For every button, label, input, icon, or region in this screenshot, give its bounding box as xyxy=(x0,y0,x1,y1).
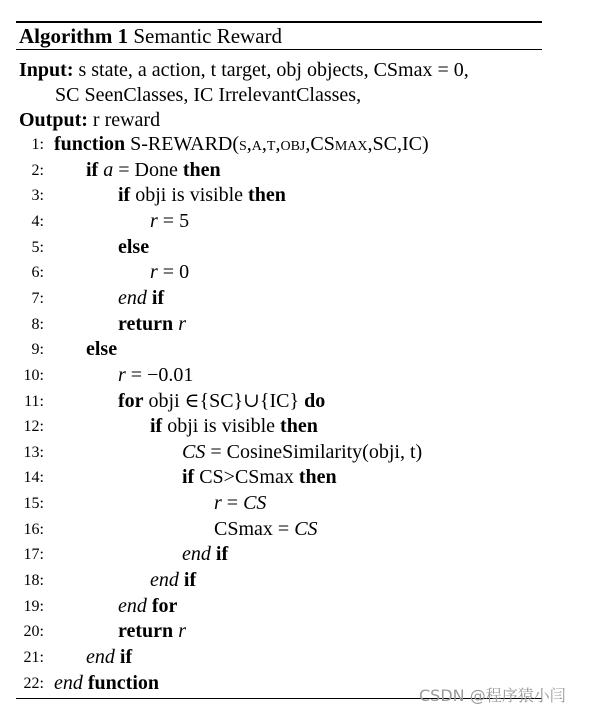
line-number: 20: xyxy=(23,623,44,641)
line-code: if obji is visible then xyxy=(118,184,286,207)
line-code: r = −0.01 xyxy=(118,363,194,386)
algorithm-line xyxy=(0,491,600,516)
line-number: 3: xyxy=(31,187,44,205)
line-number: 21: xyxy=(23,649,44,666)
line-number: 15: xyxy=(23,495,44,513)
line-code: return r xyxy=(118,312,186,335)
line-number: 5: xyxy=(31,238,44,256)
line-code: for obji ∈{SC}∪{IC} do xyxy=(118,389,326,412)
algorithm-line xyxy=(0,132,600,157)
algorithm-line xyxy=(0,363,600,388)
line-code: r = CS xyxy=(214,492,267,515)
header-rule xyxy=(16,49,542,50)
input-line-continued: SC SeenClasses, IC IrrelevantClasses, xyxy=(55,84,362,106)
input-line xyxy=(19,58,469,83)
line-number: 17: xyxy=(23,546,44,564)
line-code: end if xyxy=(86,646,133,668)
line-number: 2: xyxy=(31,161,44,179)
algorithm-line xyxy=(0,389,600,414)
algorithm-title xyxy=(19,23,282,49)
line-number: 13: xyxy=(23,443,44,461)
line-code: if CS>CSmax then xyxy=(182,466,337,489)
output-label: Output: xyxy=(19,109,88,131)
line-code: end for xyxy=(118,594,178,617)
line-code: r = 5 xyxy=(150,209,190,232)
line-number: 4: xyxy=(31,212,44,230)
line-code: if a = Done then xyxy=(86,158,221,181)
input-text: s state, a action, t target, obj objects, CSmax = 0, xyxy=(78,59,469,81)
line-code: end function xyxy=(54,671,160,694)
line-number: 7: xyxy=(31,289,44,307)
algorithm-line xyxy=(0,183,600,208)
line-code: end if xyxy=(150,569,197,592)
input-label: Input: xyxy=(19,59,74,81)
line-code: function S-REWARD(s,a,t,obj,CSmax,SC,IC) xyxy=(54,133,429,155)
algorithm-line xyxy=(0,260,600,285)
line-number: 10: xyxy=(23,366,44,384)
algorithm-line xyxy=(0,337,600,362)
algorithm-line xyxy=(0,619,600,644)
line-number: 19: xyxy=(23,597,44,615)
line-number: 8: xyxy=(31,315,44,333)
output-line xyxy=(19,108,160,133)
algorithm-line xyxy=(0,542,600,567)
line-number: 22: xyxy=(23,674,44,692)
line-number: 9: xyxy=(31,341,44,359)
algorithm-line xyxy=(0,594,600,619)
line-number: 11: xyxy=(24,392,44,410)
algorithm-line xyxy=(0,517,600,542)
line-number: 1: xyxy=(31,136,44,153)
algorithm-line xyxy=(0,414,600,439)
algorithm-line xyxy=(0,465,600,490)
algorithm-line xyxy=(0,158,600,183)
output-text: r reward xyxy=(92,109,161,131)
algorithm-line xyxy=(0,645,600,670)
line-number: 12: xyxy=(23,418,44,436)
line-number: 14: xyxy=(23,469,44,487)
line-number: 6: xyxy=(31,264,44,282)
algorithm-line xyxy=(0,312,600,337)
algorithm-line xyxy=(0,286,600,311)
algorithm-name: Semantic Reward xyxy=(133,24,283,48)
line-code: end if xyxy=(182,543,229,566)
algorithm-line xyxy=(0,235,600,260)
algorithm-line xyxy=(0,568,600,593)
line-code: r = 0 xyxy=(150,261,190,284)
line-number: 16: xyxy=(23,520,44,538)
line-code: return r xyxy=(118,620,186,643)
line-number: 18: xyxy=(23,572,44,590)
line-code: CS = CosineSimilarity(obji, t) xyxy=(182,440,423,463)
algorithm-number: Algorithm 1 xyxy=(19,24,129,48)
watermark: CSDN @程序猿小闫 xyxy=(419,686,566,705)
line-code: if obji is visible then xyxy=(150,415,318,438)
algorithm-line xyxy=(0,209,600,234)
algorithm-line xyxy=(0,440,600,465)
line-code: end if xyxy=(118,286,165,309)
line-code: else xyxy=(86,338,118,361)
line-code: CSmax = CS xyxy=(214,517,318,540)
line-code: else xyxy=(118,235,150,258)
